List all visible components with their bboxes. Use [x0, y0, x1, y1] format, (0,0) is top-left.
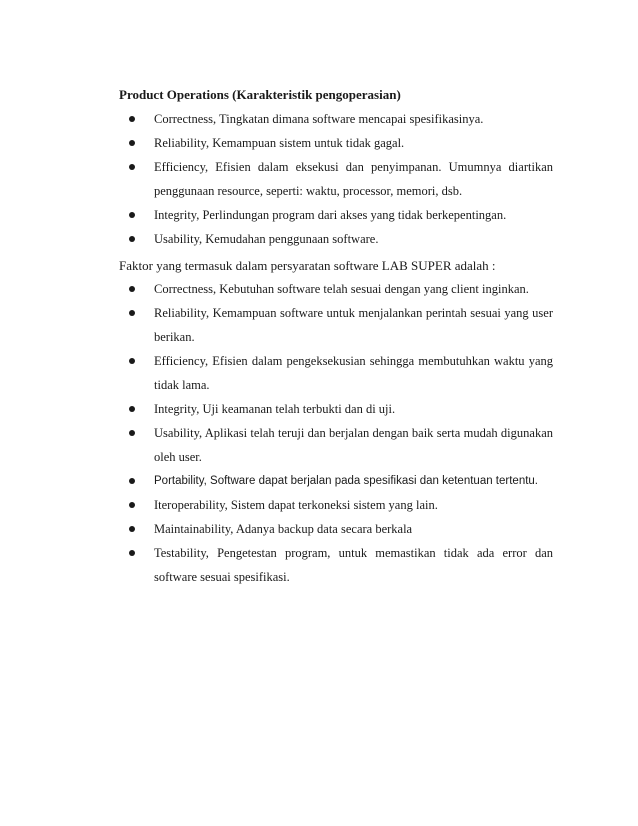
- bullet-icon: [129, 116, 135, 122]
- list-item-text: Testability, Pengetestan program, untuk memastikan tidak ada error dan software sesuai spesifikasi.: [154, 546, 553, 584]
- lab-super-factors-list: [119, 277, 553, 589]
- section-heading: Product Operations (Karakteristik pengoperasian): [119, 87, 401, 102]
- list-item: [119, 155, 553, 203]
- list-item: [119, 277, 553, 301]
- list-item: [119, 203, 553, 227]
- bullet-icon: [129, 212, 135, 218]
- bullet-icon: [129, 286, 135, 292]
- list-item-text: Reliability, Kemampuan software untuk menjalankan perintah sesuai yang user berikan.: [154, 306, 553, 344]
- bullet-icon: [129, 502, 135, 508]
- list-item-text: Maintainability, Adanya backup data secara berkala: [154, 522, 413, 536]
- list-item: [119, 131, 553, 155]
- list-item-text: Usability, Kemudahan penggunaan software.: [154, 232, 379, 246]
- list-item-text: Correctness, Kebutuhan software telah sesuai dengan yang client inginkan.: [154, 282, 529, 296]
- list-item: [119, 541, 553, 589]
- list-item-text: Integrity, Perlindungan program dari akses yang tidak berkepentingan.: [154, 208, 507, 222]
- list-item-text: Iteroperability, Sistem dapat terkoneksi sistem yang lain.: [154, 498, 438, 512]
- list-item: [119, 421, 553, 469]
- list-item: [119, 397, 553, 421]
- bullet-icon: [129, 526, 135, 532]
- list-item-text: Efficiency, Efisien dalam eksekusi dan penyimpanan. Umumnya diartikan penggunaan resource, seperti: waktu, processor, memori, dsb.: [154, 160, 553, 198]
- list-item: [119, 469, 553, 493]
- bullet-icon: [129, 358, 135, 364]
- list-item-text: Reliability, Kemampuan sistem untuk tidak gagal.: [154, 136, 405, 150]
- bullet-icon: [129, 236, 135, 242]
- list-item: [119, 493, 553, 517]
- bullet-icon: [129, 140, 135, 146]
- list-item-text: Usability, Aplikasi telah teruji dan berjalan dengan baik serta mudah digunakan oleh user.: [154, 426, 553, 464]
- list-item: [119, 301, 553, 349]
- list-item-text: Portability, Software dapat berjalan pada spesifikasi dan ketentuan tertentu.: [154, 475, 538, 487]
- list-item: [119, 227, 553, 251]
- bullet-icon: [129, 164, 135, 170]
- bullet-icon: [129, 550, 135, 556]
- list-item: [119, 107, 553, 131]
- bullet-icon: [129, 406, 135, 412]
- list-item-text: Correctness, Tingkatan dimana software mencapai spesifikasinya.: [154, 112, 484, 126]
- section-intro: Faktor yang termasuk dalam persyaratan software LAB SUPER adalah :: [119, 258, 496, 273]
- list-item: [119, 349, 553, 397]
- bullet-icon: [129, 310, 135, 316]
- list-item-text: Efficiency, Efisien dalam pengeksekusian sehingga membutuhkan waktu yang tidak lama.: [154, 354, 553, 392]
- list-item-text: Integrity, Uji keamanan telah terbukti dan di uji.: [154, 402, 396, 416]
- bullet-icon: [129, 478, 135, 484]
- product-operations-list: [119, 107, 553, 251]
- list-item: [119, 517, 553, 541]
- bullet-icon: [129, 430, 135, 436]
